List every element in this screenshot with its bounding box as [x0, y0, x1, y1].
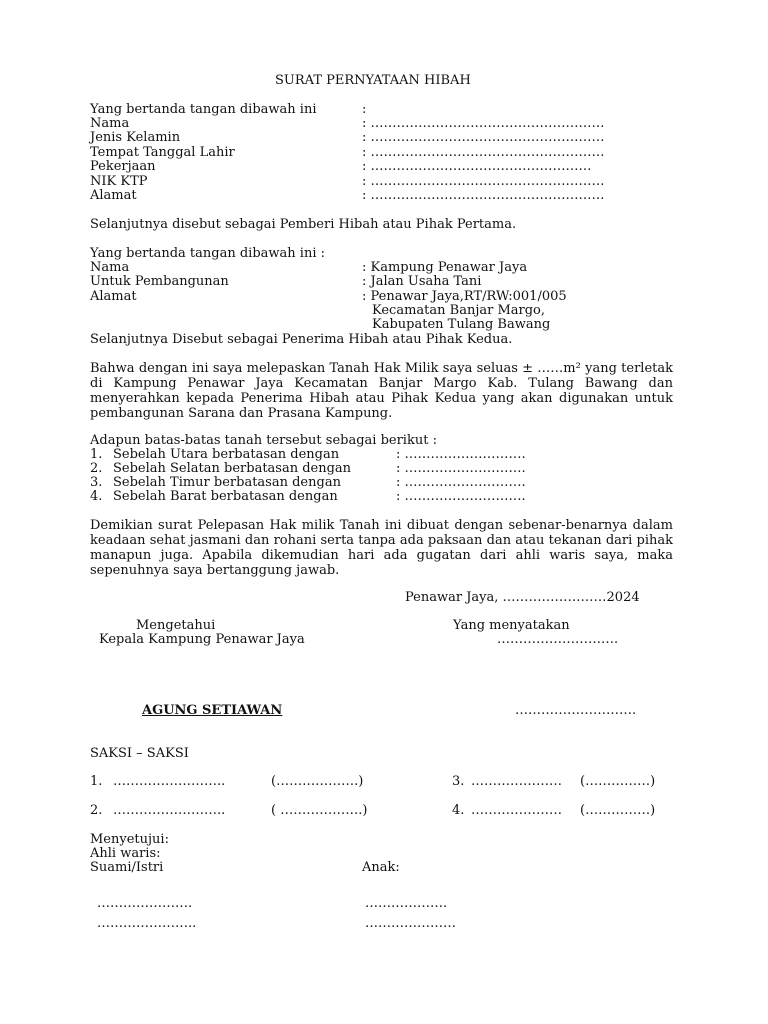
- witness-signature-line: ( ……………….): [271, 803, 368, 818]
- receiver-address-line: Kabupaten Tulang Bawang: [372, 317, 551, 332]
- witness-number: 3.: [452, 774, 465, 789]
- receiver-closing: Selanjutnya Disebut sebagai Penerima Hibah atau Pihak Kedua.: [90, 332, 513, 347]
- boundary-label: Sebelah Barat berbatasan dengan: [113, 489, 338, 504]
- giver-field-value: : ………………………………………………: [362, 116, 605, 131]
- receiver-field-value: : Kampung Penawar Jaya: [362, 260, 528, 275]
- boundary-value: : ……………………….: [396, 489, 526, 504]
- giver-field-value: : ………………………………………………: [362, 145, 605, 160]
- spouse-signature-line: …………………..: [97, 916, 197, 931]
- witness-signature-line: (……………): [580, 803, 656, 818]
- right-signature-dots: ……………………….: [497, 632, 619, 647]
- boundaries-intro: Adapun batas-batas tanah tersebut sebagai berikut :: [90, 433, 437, 448]
- spouse-label: Suami/Istri: [90, 860, 164, 875]
- giver-field-label: NIK KTP: [90, 174, 148, 189]
- giver-field-label: Alamat: [90, 188, 137, 203]
- boundary-number: 3.: [90, 475, 103, 490]
- child-signature-line: ……………….: [365, 896, 448, 911]
- giver-closing: Selanjutnya disebut sebagai Pemberi Hibah atau Pihak Pertama.: [90, 217, 517, 232]
- receiver-address-line: Kecamatan Banjar Margo,: [372, 303, 546, 318]
- receiver-field-value: : Penawar Jaya,RT/RW:001/005: [362, 289, 567, 304]
- boundary-value: : ……………………….: [396, 447, 526, 462]
- witness-signature-line: (……………….): [271, 774, 364, 789]
- witness-number: 4.: [452, 803, 465, 818]
- left-signatory-name: AGUNG SETIAWAN: [142, 703, 283, 718]
- receiver-field-label: Nama: [90, 260, 130, 275]
- giver-intro: Yang bertanda tangan dibawah ini: [90, 102, 317, 117]
- boundary-value: : ……………………….: [396, 475, 526, 490]
- document-title: SURAT PERNYATAAN HIBAH: [275, 73, 471, 88]
- receiver-field-value: : Jalan Usaha Tani: [362, 274, 482, 289]
- giver-field-label: Pekerjaan: [90, 159, 156, 174]
- approval-heading: Menyetujui:: [90, 832, 169, 847]
- heirs-subheading: Ahli waris:: [90, 846, 161, 861]
- receiver-field-label: Untuk Pembangunan: [90, 274, 229, 289]
- right-signature-title: Yang menyatakan: [453, 618, 570, 633]
- boundary-label: Sebelah Selatan berbatasan dengan: [113, 461, 352, 476]
- witness-name-line: ……………………..: [113, 774, 226, 789]
- giver-field-value: : ………………………………………………: [362, 174, 605, 189]
- giver-field-value: : ………………………………………………: [362, 130, 605, 145]
- giver-intro-colon: :: [362, 102, 367, 117]
- witness-signature-line: (……………): [580, 774, 656, 789]
- witness-name-line: …………………: [471, 803, 562, 818]
- right-signatory-name: ……………………….: [515, 703, 637, 718]
- giver-field-label: Tempat Tanggal Lahir: [90, 145, 235, 160]
- giver-field-value: : ………………………………………………: [362, 188, 605, 203]
- boundary-number: 1.: [90, 447, 103, 462]
- boundary-number: 2.: [90, 461, 103, 476]
- receiver-field-label: Alamat: [90, 289, 137, 304]
- giver-field-label: Jenis Kelamin: [90, 130, 181, 145]
- witness-name-line: …………………: [471, 774, 562, 789]
- witness-number: 2.: [90, 803, 103, 818]
- witnesses-heading: SAKSI – SAKSI: [90, 746, 189, 761]
- child-label: Anak:: [362, 860, 400, 875]
- spouse-signature-line: ………………….: [97, 896, 193, 911]
- giver-field-label: Nama: [90, 116, 130, 131]
- boundary-number: 4.: [90, 489, 103, 504]
- statement-paragraph: Bahwa dengan ini saya melepaskan Tanah Hak Milik saya seluas ± ……m² yang terletak di Kampung Penawar Jaya Kecamatan Banjar Margo Kab. Tulang Bawang dan menyerahkan kepada Penerima Hibah atau Pihak Kedua yang akan digunakan untuk pembangunan Sarana dan Prasana Kampung.: [90, 361, 673, 421]
- boundary-value: : ……………………….: [396, 461, 526, 476]
- child-signature-line: …………………: [365, 916, 456, 931]
- boundary-label: Sebelah Timur berbatasan dengan: [113, 475, 341, 490]
- place-date: Penawar Jaya, ……………………2024: [405, 590, 640, 605]
- giver-field-value: : ……………………………………………: [362, 159, 592, 174]
- left-signature-subtitle: Kepala Kampung Penawar Jaya: [99, 632, 305, 647]
- boundary-label: Sebelah Utara berbatasan dengan: [113, 447, 340, 462]
- witness-number: 1.: [90, 774, 103, 789]
- declaration-paragraph: Demikian surat Pelepasan Hak milik Tanah ini dibuat dengan sebenar-benarnya dalam keadaan sehat jasmani dan rohani serta tanpa ada paksaan dan atau tekanan dari pihak manapun juga. Apabila dikemudian hari ada gugatan dari ahli waris saya, maka sepenuhnya saya bertanggung jawab.: [90, 518, 673, 578]
- receiver-intro: Yang bertanda tangan dibawah ini :: [90, 246, 325, 261]
- left-signature-title: Mengetahui: [136, 618, 216, 633]
- witness-name-line: ……………………..: [113, 803, 226, 818]
